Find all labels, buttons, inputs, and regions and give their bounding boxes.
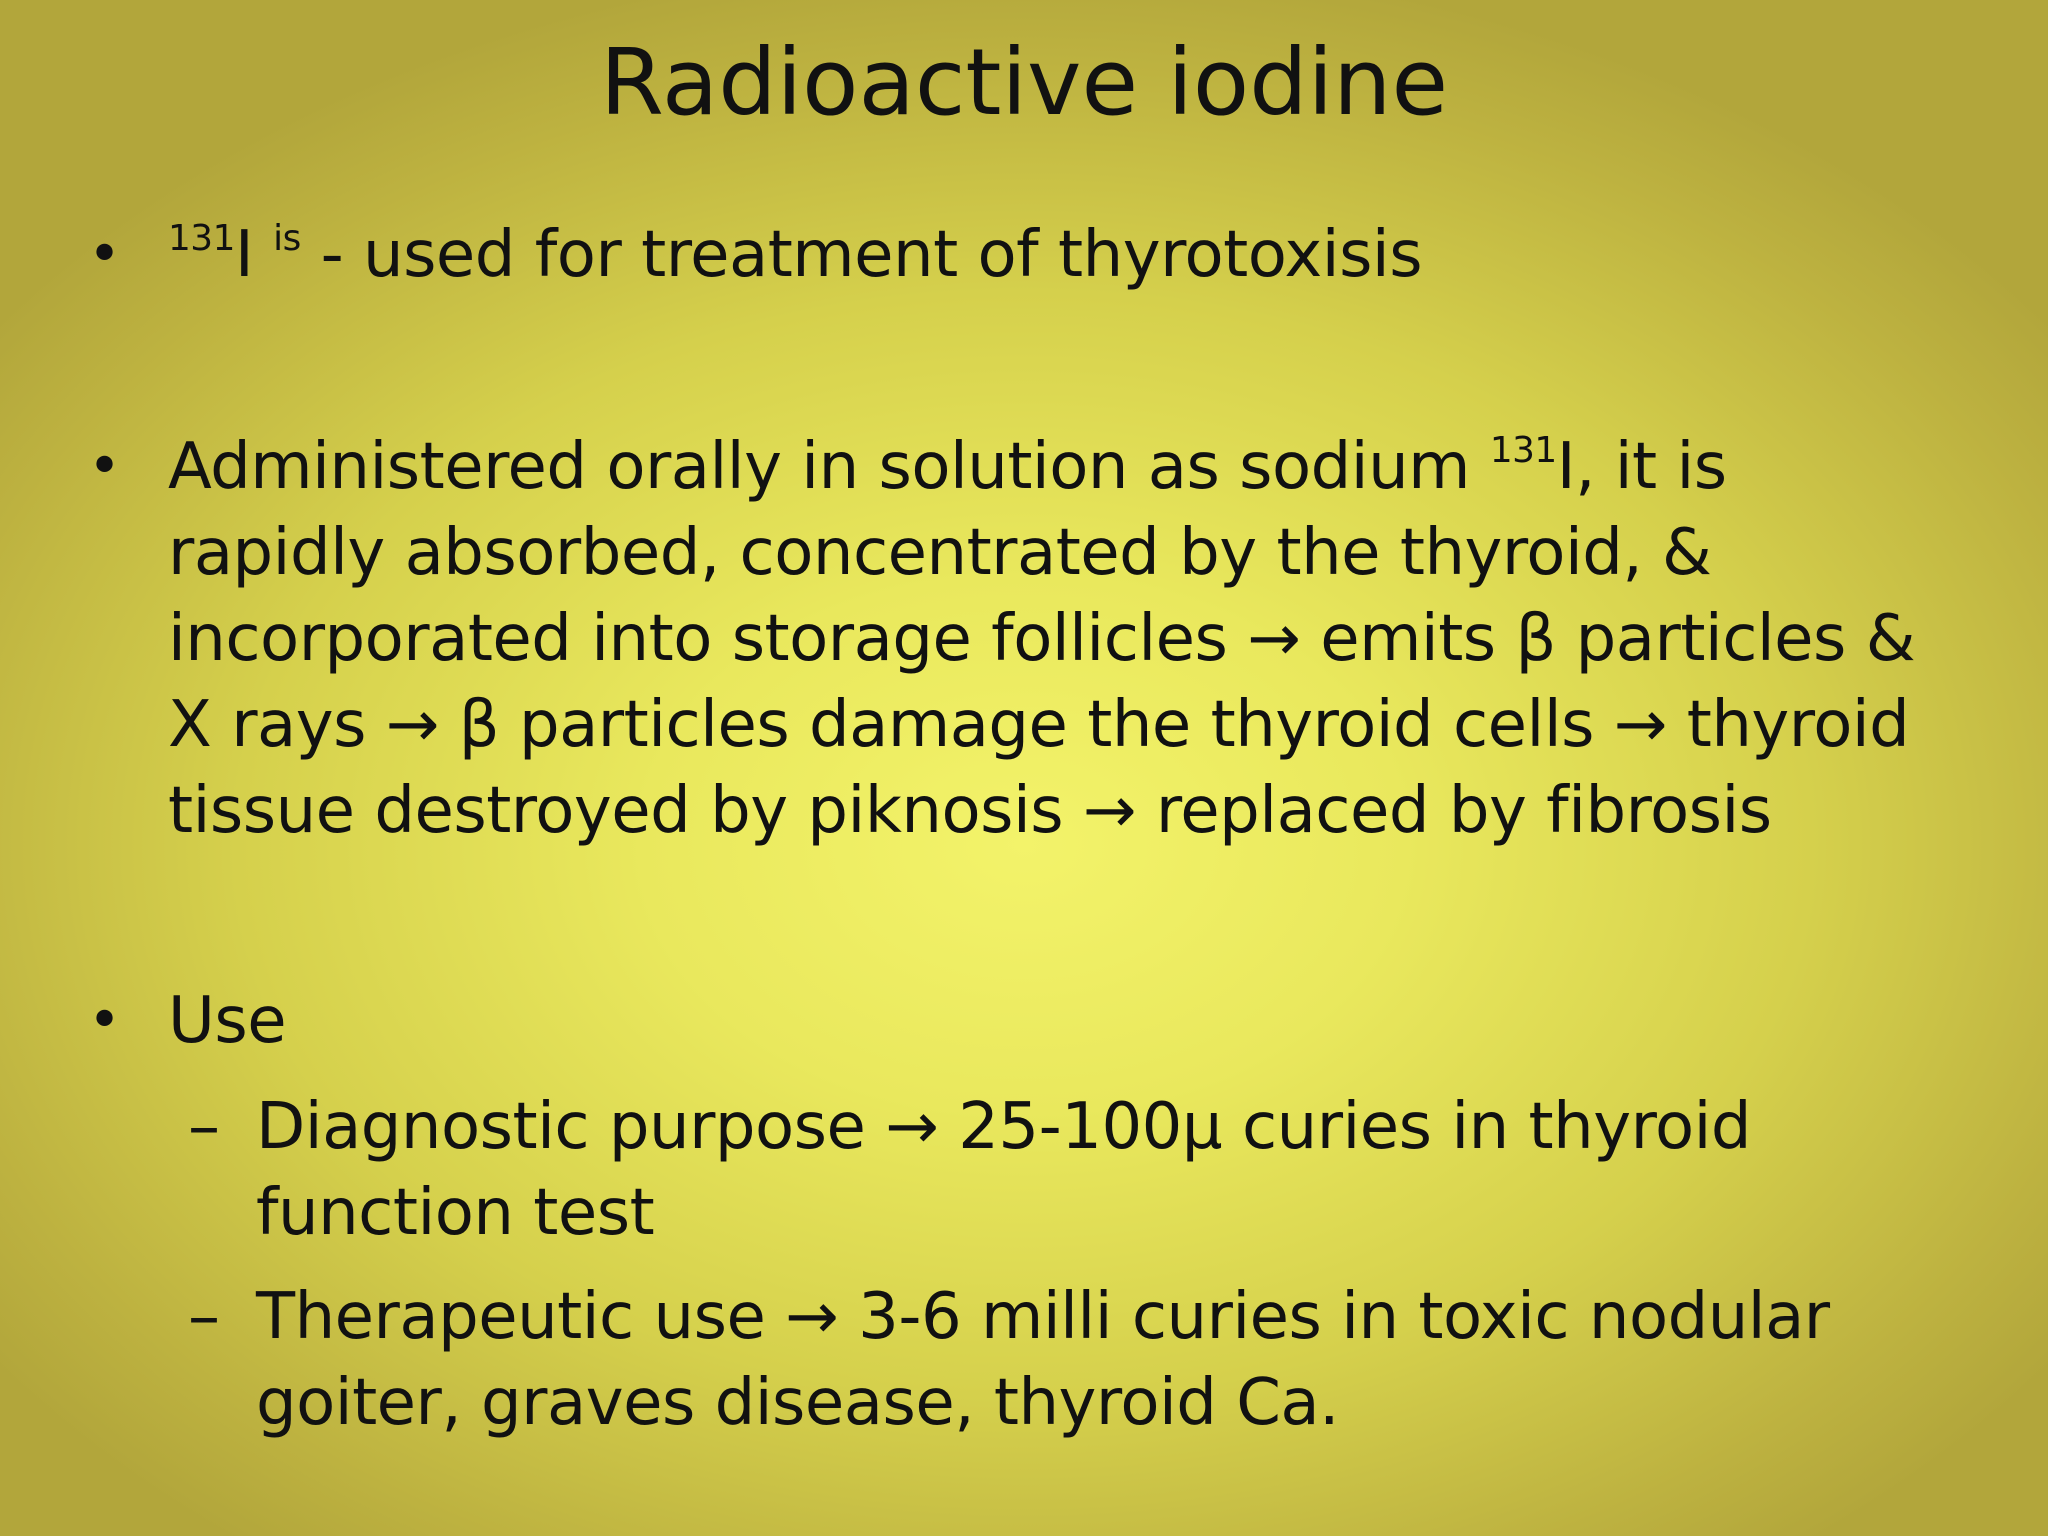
superscript-isotope: 131 bbox=[1489, 430, 1557, 472]
sub-item-1-line-1: Diagnostic purpose → 25-100μ curies in thyroid bbox=[256, 1090, 1752, 1164]
superscript-is: is bbox=[273, 218, 301, 260]
bullet-3-text: Use bbox=[168, 984, 287, 1058]
sub-item-1-line-2: function test bbox=[256, 1176, 655, 1250]
bullet-text bbox=[168, 424, 2038, 854]
bullet-dot: • bbox=[88, 988, 121, 1053]
text-segment: I, it is bbox=[1556, 430, 1727, 504]
sub-item-2-line-2: goiter, graves disease, thyroid Ca. bbox=[256, 1366, 1339, 1440]
bullet-1-text: - used for treatment of thyrotoxisis bbox=[300, 218, 1423, 292]
bullet-2-line-2: rapidly absorbed, concentrated by the thyroid, & bbox=[168, 516, 1712, 590]
slide-title: Radioactive iodine bbox=[599, 29, 1449, 136]
bullet-2-line-3: incorporated into storage follicles → emits β particles & bbox=[168, 602, 1916, 676]
bullet-dot: • bbox=[88, 434, 121, 499]
sub-item-dash: – bbox=[188, 1090, 220, 1164]
bullet-text bbox=[168, 212, 2038, 298]
superscript-isotope: 131 bbox=[168, 218, 235, 260]
bullet-dot: • bbox=[88, 222, 121, 287]
element-symbol: I bbox=[234, 218, 254, 292]
sub-item-text bbox=[256, 1274, 2006, 1446]
sub-item-text bbox=[256, 1084, 2006, 1256]
bullet-2-line-5: tissue destroyed by piknosis → replaced by fibrosis bbox=[168, 774, 1772, 848]
sub-item-2-line-1: Therapeutic use → 3-6 milli curies in toxic nodular bbox=[256, 1280, 1830, 1354]
bullet-2-line-4: X rays → β particles damage the thyroid cells → thyroid bbox=[168, 688, 1910, 762]
bullet-text bbox=[168, 978, 2038, 1064]
bullet-2-line-1 bbox=[168, 424, 2038, 510]
sub-item-dash: – bbox=[188, 1280, 220, 1354]
text-segment: Administered orally in solution as sodium bbox=[168, 430, 1490, 504]
